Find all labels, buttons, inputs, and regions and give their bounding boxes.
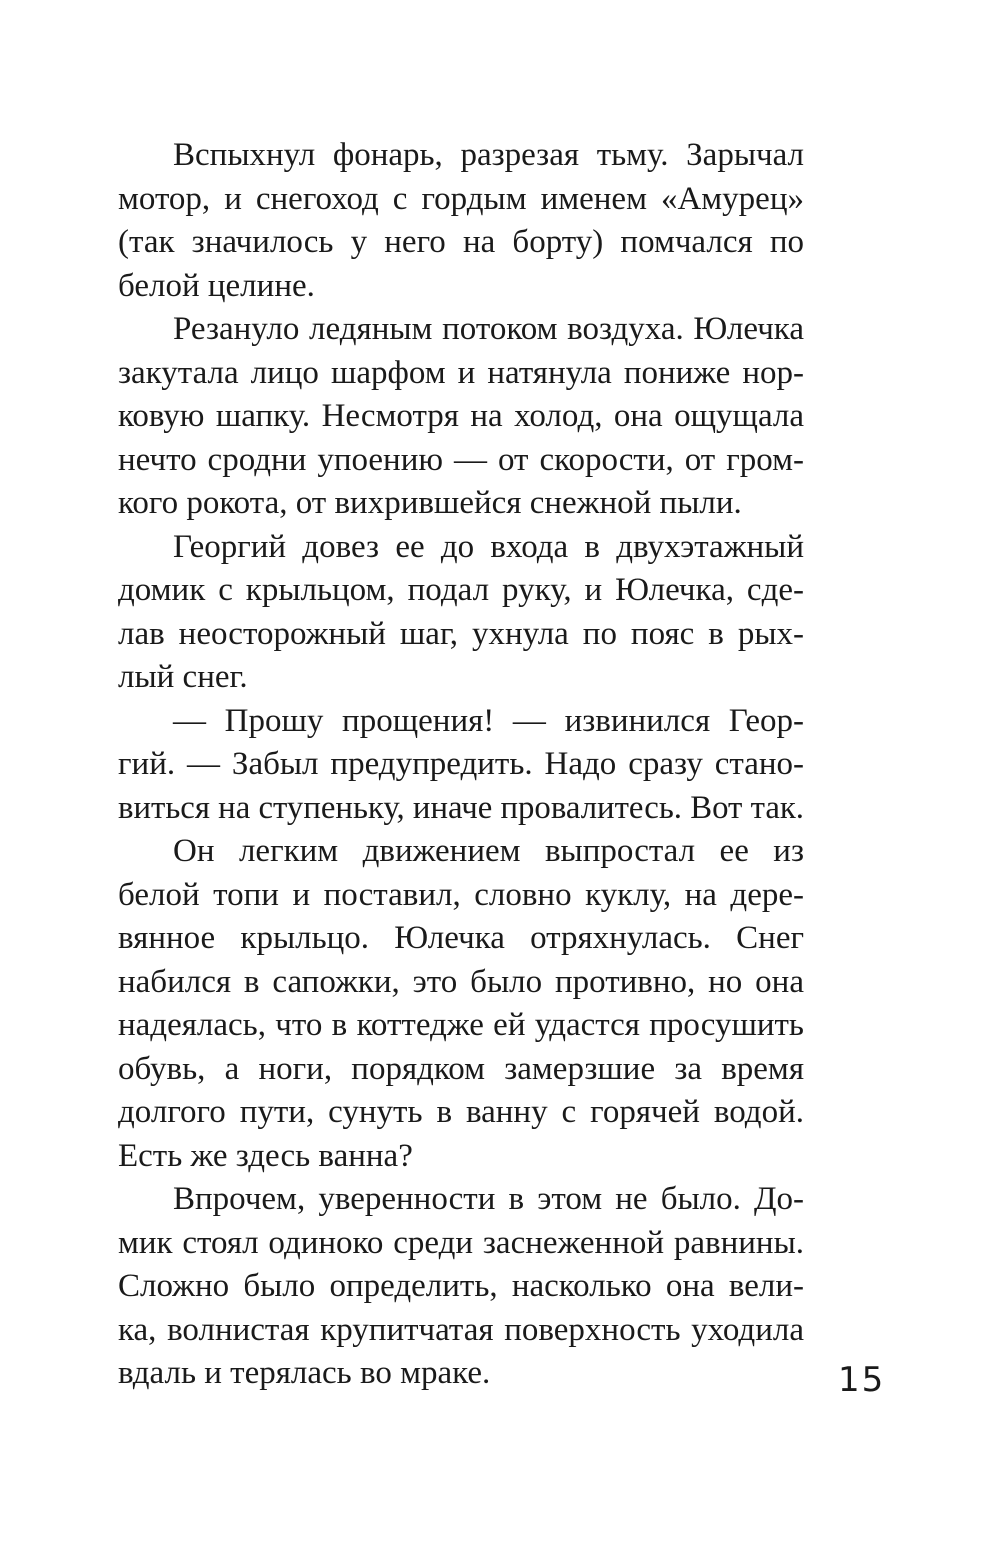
text-line: — Прошу прощения! — извинился Геор- [173,702,804,739]
text-line: Сложно было определить, насколько она вели- [118,1268,804,1304]
text-line: Впрочем, уверенности в этом не было. До- [173,1181,804,1217]
text-line: гий. — Забыл предупредить. Надо сразу стано- [118,746,804,782]
text-line: лав неосторожный шаг, ухнула по пояс в рых- [118,615,804,652]
text-line: (так значилось у него на борту) помчался по [118,224,804,260]
text-line: кого рокота, от вихрившейся снежной пыли. [118,485,742,521]
text-line: надеялась, что в коттедже ей удастся просушить [118,1007,804,1043]
text-line: виться на ступеньку, иначе провалитесь. Вот так. [118,789,804,826]
text-line: лый снег. [118,659,248,695]
text-line: мик стоял одиноко среди заснеженной равнины. [118,1224,804,1261]
text-line: мотор, и снегоход с гордым именем «Амурец» [118,180,804,217]
text-line: вдаль и терялась во мраке. [118,1355,491,1391]
text-line: вянное крыльцо. Юлечка отряхнулась. Снег [118,920,804,956]
text-line: Георгий довез ее до входа в двухэтажный [173,528,804,565]
text-line: Вспыхнул фонарь, разрезая тьму. Зарычал [173,137,804,173]
text-line: белой целине. [118,267,315,304]
text-line: обувь, а ноги, порядком замерзшие за время [118,1050,804,1087]
text-line: ковую шапку. Несмотря на холод, она ощущала [118,398,804,434]
text-line: набился в сапожки, это было противно, но она [118,963,804,1000]
text-line: Резануло ледяным потоком воздуха. Юлечка [173,311,804,347]
page-number: 15 [838,1360,886,1400]
text-line: Есть же здесь ванна? [118,1137,413,1174]
text-line: долгого пути, сунуть в ванну с горячей водой. [118,1094,804,1130]
text-line: белой топи и поставил, словно куклу, на дере- [118,876,804,913]
text-line: закутала лицо шарфом и натянула пониже нор- [118,354,804,391]
body-text [118,134,804,1396]
text-line: Он легким движением выпростал ее из [173,833,804,869]
text-line: ка, волнистая крупитчатая поверхность уходила [118,1311,804,1348]
text-line: нечто сродни упоению — от скорости, от гром- [118,441,804,478]
text-line: домик с крыльцом, подал руку, и Юлечка, сде- [118,572,804,608]
